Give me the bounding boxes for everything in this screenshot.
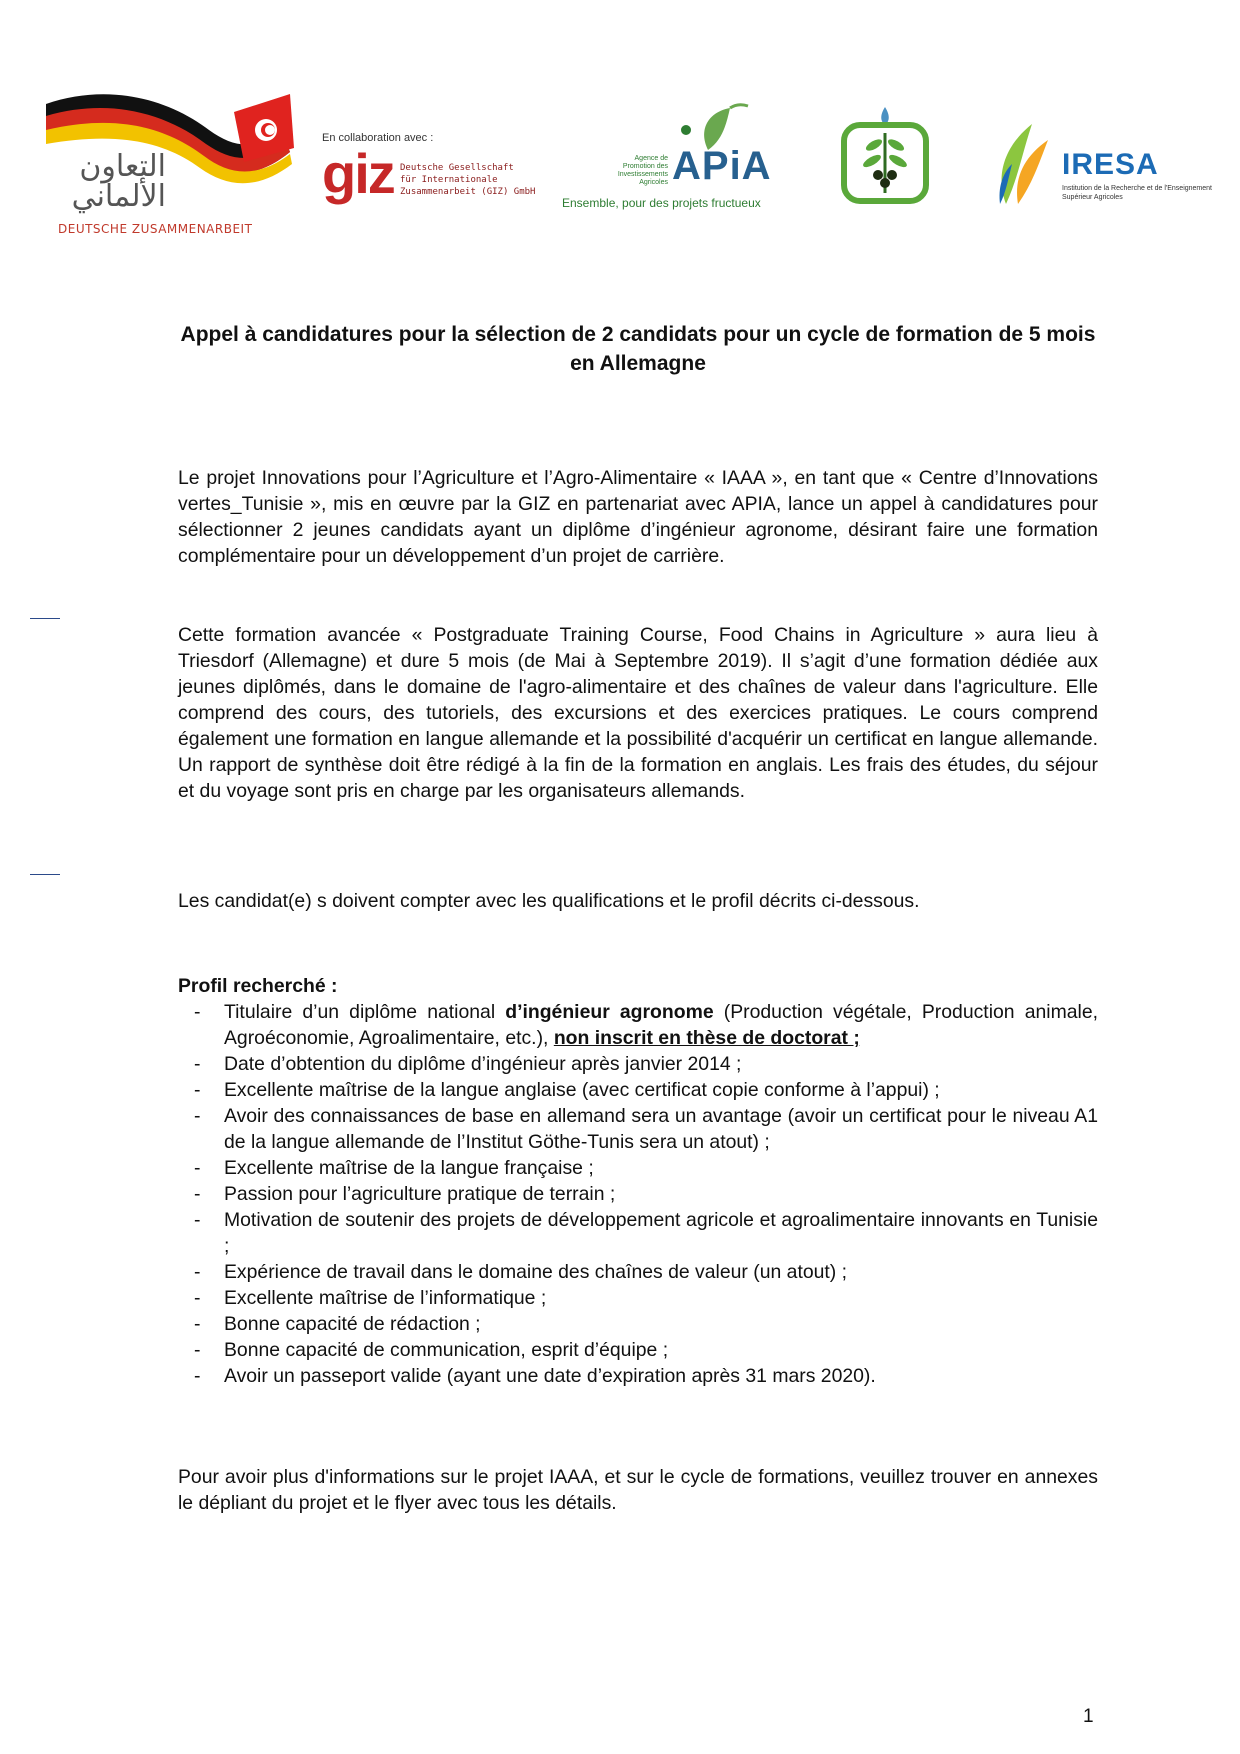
document-title: Appel à candidatures pour la sélection de 2 candidats pour un cycle de formation de 5 mois en Allemagne (180, 323, 1096, 375)
apia-logo (562, 100, 772, 215)
list-item (178, 1181, 1098, 1207)
apia-wordmark: APiA (672, 144, 772, 188)
profile-item-text: Bonne capacité de communication, esprit d’équipe ; (224, 1339, 669, 1361)
giz-full-name: Deutsche Gesellschaft für Internationale Zusammenarbeit (GIZ) GmbH (400, 163, 536, 197)
profile-item-text: Bonne capacité de rédaction ; (224, 1313, 481, 1335)
list-dash: - (194, 1001, 201, 1023)
list-item (178, 1103, 1098, 1155)
cooperation-caption: DEUTSCHE ZUSAMMENARBEIT (58, 222, 253, 236)
training-description-paragraph: Cette formation avancée « Postgraduate Training Course, Food Chains in Agriculture » aura lieu à Triesdorf (Allemagne) et dure 5 mois (de Mai à Septembre 2019). Il s’agit d’une formation dédiée aux jeunes diplômés, dans le domaine de l'agro-alimentaire et des chaînes de valeur dans l'agriculture. Elle comprend des cours, des tutoriels, des excursions et des exercices pratiques. Le cours comprend également une formation en langue allemande et la possibilité d'acquérir un certificat en langue allemande. Un rapport de synthèse doit être rédigé à la fin de la formation en anglais. Les frais des études, du séjour et du voyage sont pris en charge par les organisateurs allemands. (178, 624, 1098, 802)
margin-change-mark (30, 618, 60, 619)
deutsche-zusammenarbeit-logo (44, 90, 294, 235)
giz-wordmark: giz (322, 142, 394, 205)
logo-header (44, 90, 1212, 240)
list-dash: - (194, 1105, 201, 1127)
qualifications-intro-paragraph: Les candidat(e) s doivent compter avec les qualifications et le profil décrits ci-dessous. (178, 890, 920, 912)
list-dash: - (194, 1157, 201, 1179)
list-item (178, 1311, 1098, 1337)
profile-item-text: Avoir un passeport valide (ayant une date d’expiration après 31 mars 2020). (224, 1365, 876, 1387)
profile-item-text: Passion pour l’agriculture pratique de terrain ; (224, 1183, 616, 1205)
iresa-leaf-icon (996, 118, 1062, 208)
olive-branch-icon (830, 105, 940, 205)
list-item (178, 1363, 1098, 1389)
intro-paragraph: Le projet Innovations pour l’Agriculture et l’Agro-Alimentaire « IAAA », en tant que « Centre d’Innovations vertes_Tunisie », mis en œuvre par la GIZ en partenariat avec APIA, lance un appel à candidatures pour sélectionner 2 jeunes candidats ayant un diplôme d’ingénieur agronome, désirant faire une formation complémentaire pour un développement d’un projet de carrière. (178, 467, 1098, 567)
iresa-full-name: Institution de la Recherche et de l'Enseignement Supérieur Agricoles (1062, 185, 1212, 201)
profile-item-emphasis-underlined: non inscrit en thèse de doctorat ; (553, 1027, 860, 1049)
list-dash: - (194, 1079, 201, 1101)
list-item (178, 999, 1098, 1051)
profile-item-text: (Production végétale, Production animale, Agroéconomie, Agroalimentaire, etc.), (224, 1001, 1098, 1049)
iresa-logo (996, 118, 1212, 208)
list-dash: - (194, 1365, 201, 1387)
list-dash: - (194, 1339, 201, 1361)
list-item (178, 1337, 1098, 1363)
list-item (178, 1259, 1098, 1285)
collaboration-label: En collaboration avec : (322, 132, 434, 144)
list-dash: - (194, 1209, 201, 1231)
list-item (178, 1077, 1098, 1103)
list-dash: - (194, 1287, 201, 1309)
profile-item-emphasis: d’ingénieur agronome (505, 1001, 714, 1023)
cooperation-arabic-text: التعاون الألماني (71, 149, 166, 214)
list-dash: - (194, 1313, 201, 1335)
list-dash: - (194, 1053, 201, 1075)
list-dash: - (194, 1261, 201, 1283)
list-item (178, 1207, 1098, 1259)
page-number: 1 (1083, 1706, 1094, 1727)
profile-item-text: Date d’obtention du diplôme d’ingénieur après janvier 2014 ; (224, 1053, 742, 1075)
olive-branch-emblem (830, 105, 940, 205)
closing-paragraph: Pour avoir plus d'informations sur le projet IAAA, et sur le cycle de formations, veuillez trouver en annexes le dépliant du projet et le flyer avec tous les détails. (178, 1466, 1098, 1514)
profile-item-text: Excellente maîtrise de la langue anglaise (avec certificat copie conforme à l’appui) ; (224, 1079, 940, 1101)
apia-slogan: Ensemble, pour des projets fructueux (562, 196, 761, 210)
list-item (178, 1285, 1098, 1311)
list-dash: - (194, 1183, 201, 1205)
iresa-wordmark: IRESA (1062, 148, 1159, 181)
profile-item-text: Titulaire d’un diplôme national (224, 1001, 506, 1023)
profile-item-text: Expérience de travail dans le domaine des chaînes de valeur (un atout) ; (224, 1261, 848, 1283)
profile-item-text: Excellente maîtrise de l’informatique ; (224, 1287, 547, 1309)
list-item (178, 1155, 1098, 1181)
profile-list (178, 999, 1098, 1389)
giz-logo (322, 132, 572, 212)
profile-item-text: Motivation de soutenir des projets de développement agricole et agroalimentaire innovants en Tunisie ; (224, 1209, 1098, 1257)
profile-heading: Profil recherché : (178, 975, 338, 997)
list-item (178, 1051, 1098, 1077)
profile-item-text: Avoir des connaissances de base en allemand sera un avantage (avoir un certificat pour le niveau A1 de la langue allemande de l’Institut Göthe-Tunis sera un atout) ; (224, 1105, 1098, 1153)
margin-change-mark (30, 874, 60, 875)
profile-item-text: Excellente maîtrise de la langue française ; (224, 1157, 594, 1179)
apia-agency-name: Agence de Promotion des Investissements Agricoles (617, 155, 668, 186)
